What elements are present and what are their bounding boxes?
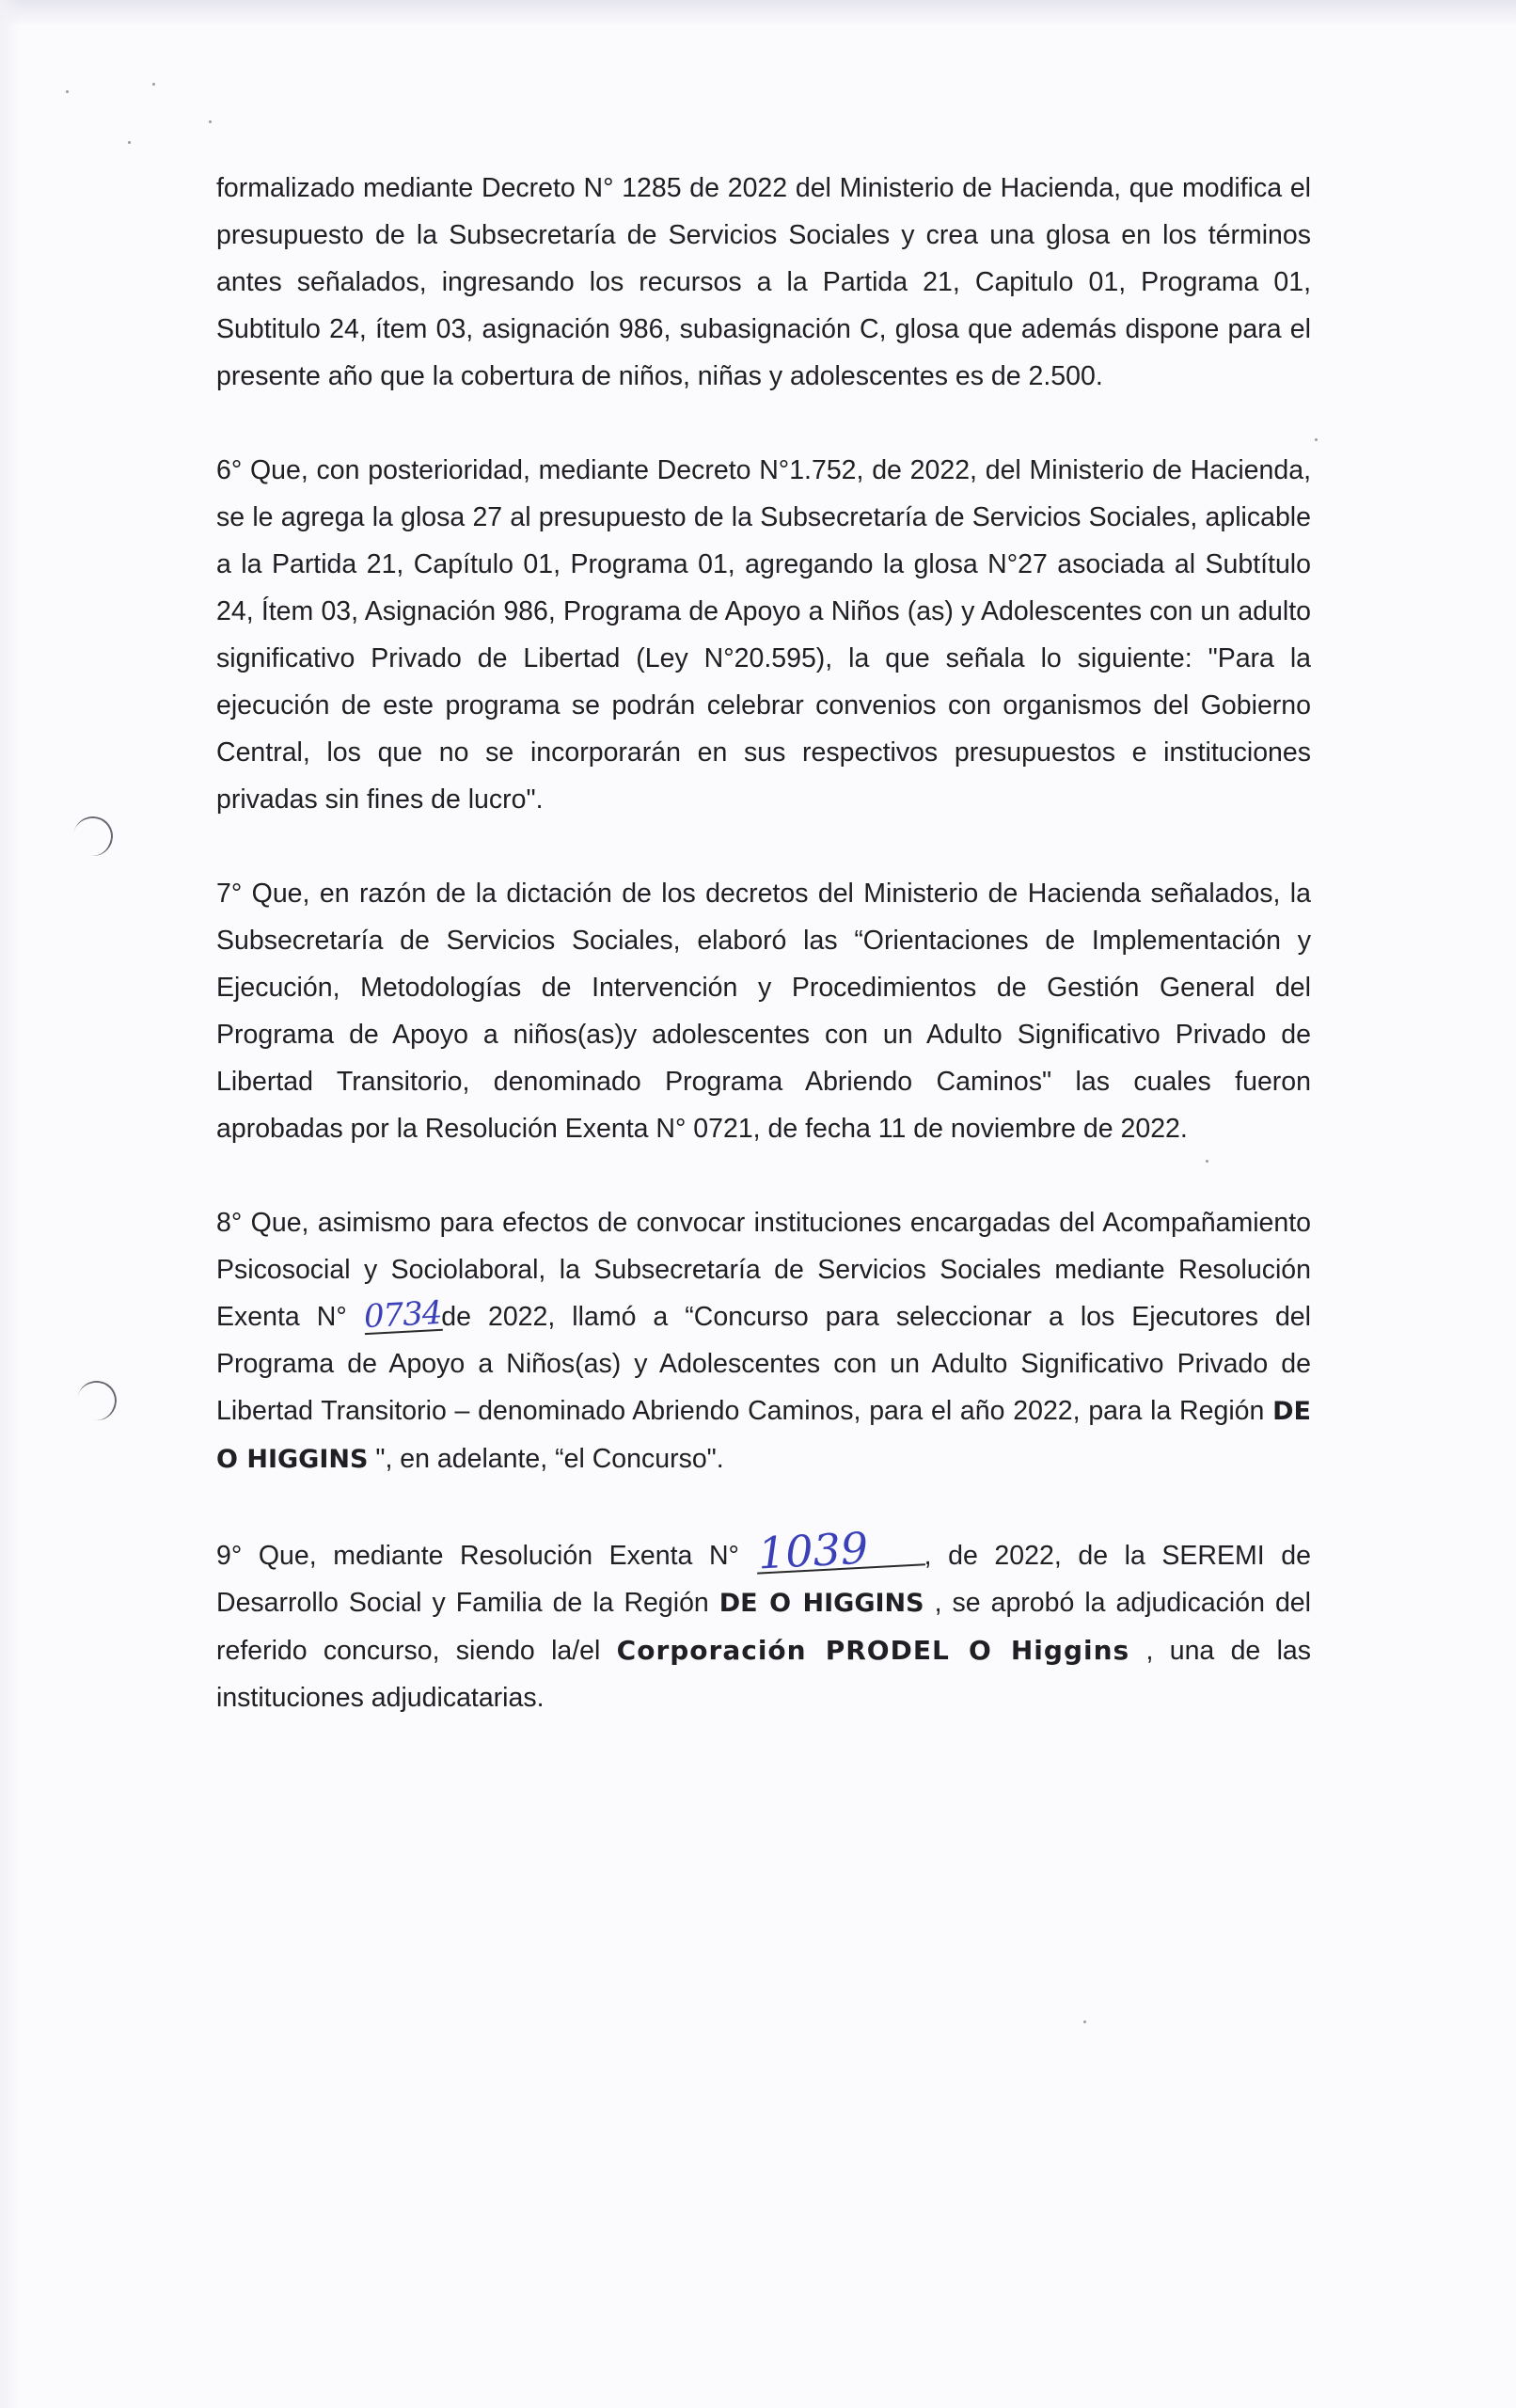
paragraph-7: 7° Que, en razón de la dictación de los decretos del Ministerio de Hacienda señalados, la Subsecretaría de Servicios Sociales, elaboró las “Orientaciones de Implementación y Ejecución, Metodologías de Intervención y Procedimientos de Gestión General del Programa de Apoyo a niños(as)y adolescentes con un Adulto Significativo Privado de Libertad Transitorio, denominado Programa Abriendo Caminos" las cuales fueron aprobadas por la Resolución Exenta N° 0721, de fecha 11 de noviembre de 2022. [216,879,1311,1144]
scan-speck [209,120,212,123]
scan-edge-shadow-left [0,0,19,2408]
paragraph-8 [216,1199,1311,1483]
region-name-bold: DE O HIGGINS [719,1589,924,1618]
paragraph-9 [216,1522,1311,1721]
punch-hole-mark [71,814,117,860]
paragraph-6: 6° Que, con posterioridad, mediante Decreto N°1.752, de 2022, del Ministerio de Hacienda, se le agrega la glosa 27 al presupuesto de la Subsecretaría de Servicios Sociales, aplicable a la Partida 21, Capítulo 01, Programa 01, agregando la glosa N°27 asociada al Subtítulo 24, Ítem 03, Asignación 986, Programa de Apoyo a Niños (as) y Adolescentes con un adulto significativo Privado de Libertad (Ley N°20.595), la que señala lo siguiente: "Para la ejecución de este programa se podrán celebrar convenios con organismos del Gobierno Central, los que no se incorporarán en sus respectivos presupuestos e instituciones privadas sin fines de lucro". [216,455,1311,815]
handwritten-resolution-number: 1039 [755,1526,925,1574]
paragraph-decreto-1285: formalizado mediante Decreto N° 1285 de 2022 del Ministerio de Hacienda, que modifica el presupuesto de la Subsecretaría de Servicios Sociales y crea una glosa en los términos antes señalados, ingresando los recursos a la Partida 21, Capitulo 01, Programa 01, Subtitulo 24, ítem 03, asignación 986, subasignación C, glosa que además dispone para el presente año que la cobertura de niños, niñas y adolescentes es de 2.500. [216,173,1311,391]
paragraph-9-text-c: , se aprobó la adjudicación del referido concurso, siendo la/el [216,1588,1311,1666]
institution-name-bold: Corporación PRODEL O Higgins [616,1635,1130,1666]
paragraph-8-text-b: de 2022, llamó a “Concurso para seleccionar a los Ejecutores del Programa de Apoyo a Niños(as) y Adolescentes con un Adulto Significativo Privado de Libertad Transitorio – denominado Abriendo Caminos, para el año 2022, para la Región [216,1302,1311,1426]
scan-speck [1315,438,1318,441]
paragraph-8-text-c: ", en adelante, “el Concurso". [368,1444,724,1474]
punch-hole-mark [74,1378,120,1424]
paragraph-8-text-a: 8° Que, asimismo para efectos de convocar instituciones encargadas del Acompañamiento Psicosocial y Sociolaboral, la Subsecretaría de Servicios Sociales mediante Resolución Exenta N° [216,1208,1311,1332]
region-name-bold: DE O HIGGINS [216,1397,1311,1474]
scan-speck [128,141,131,144]
scan-speck [66,90,69,93]
scan-speck [1083,2020,1086,2023]
handwritten-resolution-number: 0734 [362,1293,443,1337]
scan-speck [152,83,155,86]
paragraph-9-text-b: , de 2022, de la SEREMI de Desarrollo Social y Familia de la Región [216,1541,1311,1618]
scan-edge-shadow [0,0,1516,26]
paragraph-9-text-a: 9° Que, mediante Resolución Exenta N° [216,1541,756,1571]
document-body [216,165,1311,1768]
paragraph-9-text-d: , una de las instituciones adjudicatarias. [216,1636,1311,1713]
